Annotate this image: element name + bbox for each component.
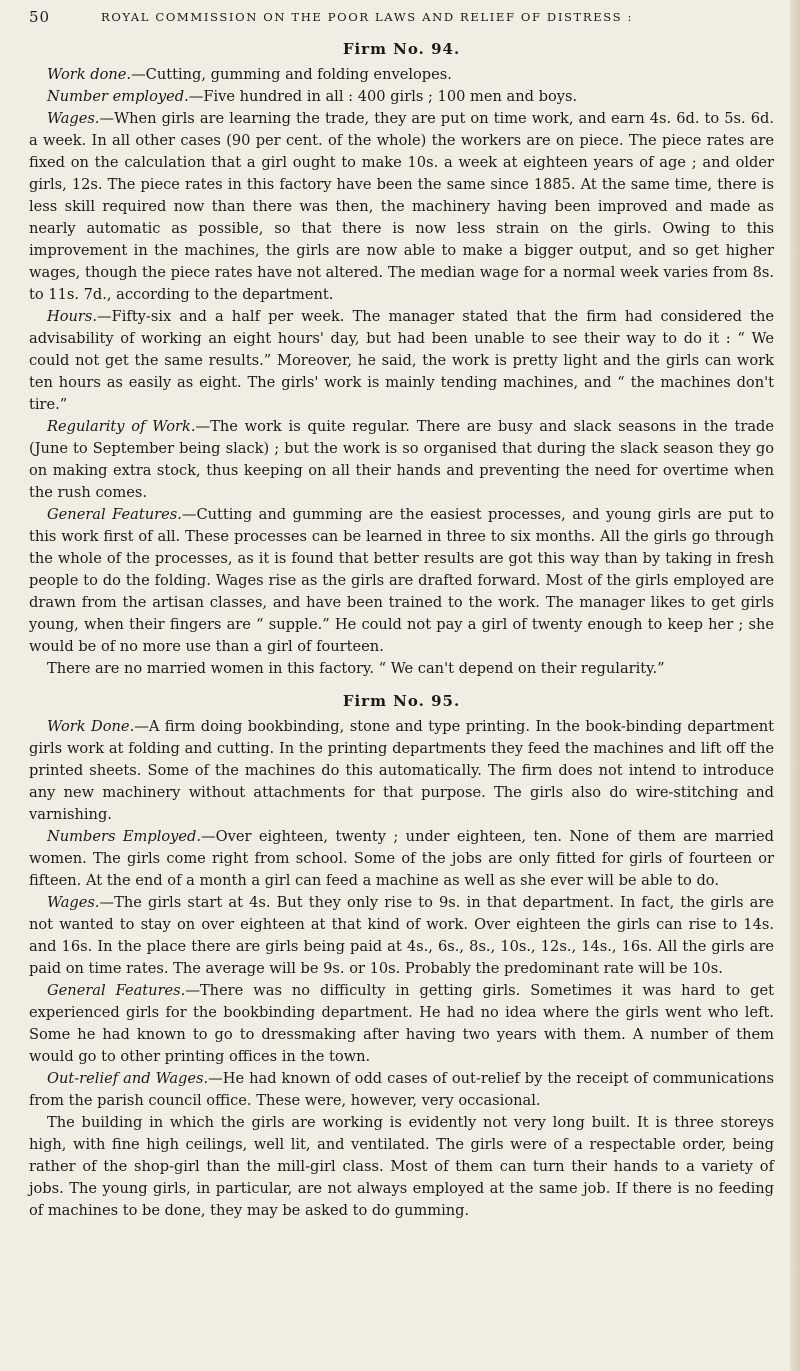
- paragraph-text: —A firm doing bookbinding, stone and type printing. In the book-binding department girls work at folding and cutting. In the printing departments they feed the machines and lift off the printed sheets. Some of the machines do this automatically. The firm does not intend to introduce any new machinery without attachments for that purpose. The girls also do wire-stitching and varnishing.: [29, 718, 774, 823]
- paragraph-label: General Features.: [47, 982, 186, 999]
- section-heading: Firm No. 94.: [342, 40, 461, 58]
- paragraph-text: The building in which the girls are working is evidently not very long built. It is three storeys high, with fine high ceilings, well lit, and ventilated. The girls were of a respectable order, being rather of the shop-girl than the mill-girl class. Most of them can turn their hands to a variety of jobs. The young girls, in particular, are not always employed at the same job. If there is no feeding of machines to be done, they may be asked to do gumming.: [29, 1114, 774, 1219]
- paragraph-text: There are no married women in this factory. “ We can't depend on their regularity.”: [47, 660, 665, 677]
- paragraph-text: —Cutting and gumming are the easiest processes, and young girls are put to this work first of all. These processes can be learned in three to six months. All the girls go through the whole of the processes, as it is found that better results are got this way than by taking in fresh people to do the folding. Wages rise as the girls are drafted forward. Most of the girls employed are drawn from the artisan classes, and have been trained to the work. The manager likes to get girls young, when their fingers are “ supple.” He could not pay a girl of twenty enough to keep her ; she would be of no more use than a girl of fourteen.: [29, 506, 774, 655]
- paragraph-text: —When girls are learning the trade, they are put on time work, and earn 4s. 6d. to 5s. 6d. a week. In all other cases (90 per cent. of the whole) the workers are on piece. The piece rates are fixed on the calculation that a girl ought to make 10s. a week at eighteen years of age ; and older girls, 12s. The piece rates in this factory have been the same since 1885. At the same time, there is less skill required now than there was then, the machinery having been improved and made as nearly automatic as possible, so that there is now less strain on the girls. Owing to this improvement in the machines, the girls are now able to make a bigger output, and so get higher wages, though the piece rates have not altered. The median wage for a normal week varies from 8s. to 11s. 7d., according to the department.: [29, 110, 774, 303]
- section-heading: Firm No. 95.: [342, 692, 461, 710]
- paragraph-text: —There was no difficulty in getting girls. Sometimes it was hard to get experienced girls for the bookbinding department. He had no idea where the girls went who left. Some he had known to go to dressmaking after having two years with them. A number of them would go to other printing offices in the town.: [29, 982, 774, 1065]
- paragraph: [29, 980, 774, 1068]
- firm-95-section: [29, 690, 774, 1222]
- paragraph: [29, 64, 774, 86]
- paragraph-label: Hours.: [47, 308, 98, 325]
- paragraph-text: —Fifty-six and a half per week. The manager stated that the firm had considered the advisability of working an eight hours' day, but had been unable to see their way to do it : “ We could not get the same results.” Moreover, he said, the work is pretty light and the girls can work ten hours as easily as eight. The girls' work is mainly tending machines, and “ the machines don't tire.”: [29, 308, 774, 413]
- paragraph: [29, 108, 774, 306]
- paragraph-text: —Cutting, gumming and folding envelopes.: [131, 66, 452, 83]
- paragraph-label: Out-relief and Wages.: [47, 1070, 209, 1087]
- paragraph-label: Wages.: [47, 894, 100, 911]
- paragraph-label: General Features.: [47, 506, 182, 523]
- paragraph-text: —He had known of odd cases of out-relief by the receipt of communications from the parish council office. These were, however, very occasional.: [29, 1070, 774, 1109]
- page-number: 50: [29, 8, 51, 26]
- paragraph: [29, 826, 774, 892]
- paragraph: [29, 504, 774, 658]
- paragraph-label: Work done.: [47, 66, 132, 83]
- paragraph: [29, 416, 774, 504]
- paragraph-text: —The girls start at 4s. But they only rise to 9s. in that department. In fact, the girls are not wanted to stay on over eighteen at that kind of work. Over eighteen the girls can rise to 14s. and 16s. In the place there are girls being paid at 4s., 6s., 8s., 10s., 12s., 14s., 16s. All the girls are paid on time rates. The average will be 9s. or 10s. Probably the predominant rate will be 10s.: [29, 894, 774, 977]
- page-body: [29, 38, 774, 1222]
- paragraph-label: Numbers Employed.: [47, 828, 202, 845]
- paragraph-text: —The work is quite regular. There are busy and slack seasons in the trade (June to September being slack) ; but the work is so organised that during the slack season they go on making extra stock, thus keeping on all their hands and preventing the need for overtime when the rush comes.: [29, 418, 774, 501]
- page-edge-shadow: [790, 0, 800, 1371]
- paragraph-label: Number employed.: [47, 88, 189, 105]
- paragraph: [29, 306, 774, 416]
- paragraph-text: —Over eighteen, twenty ; under eighteen, ten. None of them are married women. The girls come right from school. Some of the jobs are only fitted for girls of fourteen or fifteen. At the end of a month a girl can feed a machine as well as she ever will be able to do.: [29, 828, 774, 889]
- paragraph: [29, 86, 774, 108]
- firm-94-section: [29, 38, 774, 680]
- paragraph: [29, 716, 774, 826]
- paragraph-label: Wages.: [47, 110, 100, 127]
- paragraph-text: —Five hundred in all : 400 girls ; 100 men and boys.: [188, 88, 578, 105]
- page-header: [29, 8, 777, 28]
- paragraph-label: Regularity of Work.: [47, 418, 196, 435]
- paragraph: [29, 1068, 774, 1112]
- paragraph: [29, 658, 774, 680]
- paragraph: [29, 1112, 774, 1222]
- paragraph: [29, 892, 774, 980]
- paragraph-label: Work Done.: [47, 718, 135, 735]
- running-head: ROYAL COMMISSION ON THE POOR LAWS AND RELIEF OF DISTRESS :: [101, 10, 633, 24]
